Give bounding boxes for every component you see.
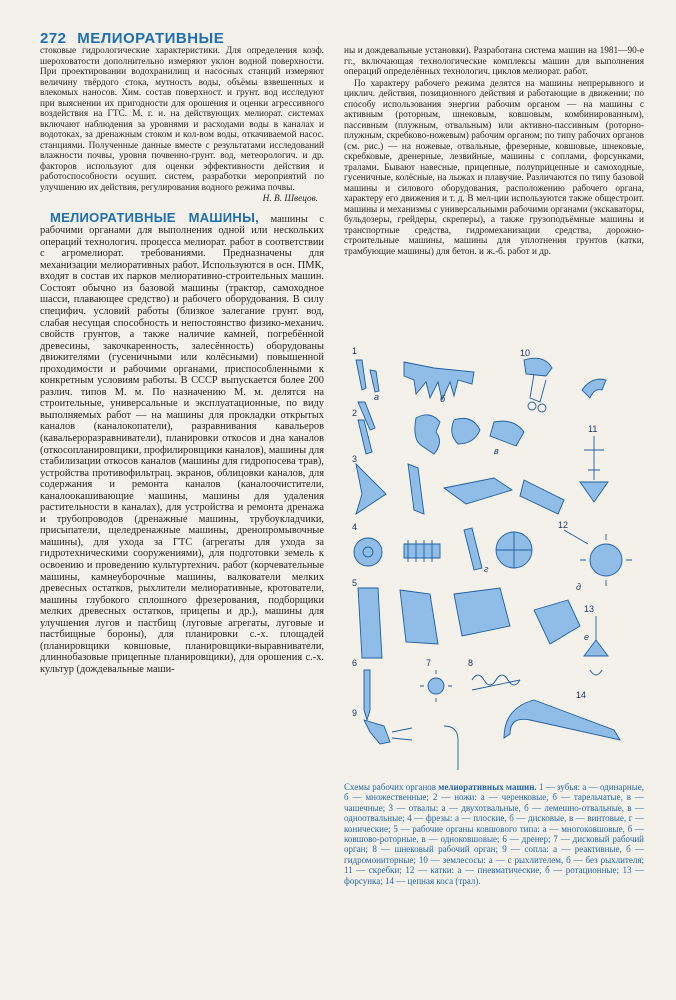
left-column — [40, 46, 324, 676]
figure-label-7: 7 — [426, 658, 432, 668]
figure-label-3: 3 — [352, 454, 358, 464]
figure-label-4: 4 — [352, 522, 358, 532]
figure-label-1: 1 — [352, 346, 358, 356]
intro-paragraph: стоковые гидрологические характеристики. Для определения коэф. шероховатости дополнительно измеряют уклон водной поверхности. При проектировании водохранилищ и насосных станций измеряют величину твёрдого стока, мутность воды, объёмы взвешенных и влекомых наносов. Хим. состав поверхност. и грунт. вод исследуют при выяснении их пригодности для орошения и оценки агрессивного воздействия на ГТС. М. г. и. на действующих мелиорат. системах включают наблюдения за уровнями и расходами воды в каналах и водотоках, за дренажным стоком и кол-вом воды, откачиваемой насос. станциями. Полученные данные вместе с результатами исследований влажности почвы, уровня почвенно-грунт. вод, метеорологич. и др. факторов используют для оценки эффективности действия и работоспособности осушит. систем, разработки мероприятий по улучшению их действия, регулирования водного режима почвы. — [40, 46, 324, 193]
figure-label-9: 9 — [352, 708, 358, 718]
continuation-paragraph: ны и дождевальные установки). Разработана система машин на 1981—90-е гг., включающая технологические комплексы машин для выполнения операций определённых технологич. циклов мелиорат. работ. — [344, 46, 644, 77]
figure-working-organs — [344, 340, 644, 780]
drawing-mills — [354, 528, 532, 570]
drawing-scrapers — [580, 436, 608, 502]
drawing-blades — [356, 464, 564, 514]
figure-label-2: 2 — [352, 408, 358, 418]
running-title: МЕЛИОРАТИВНЫЕ — [77, 30, 225, 47]
caption-prefix: Схемы рабочих органов — [344, 782, 437, 792]
figure-caption — [344, 782, 644, 886]
drawing-nozzle — [584, 616, 608, 675]
figure-drawings — [344, 340, 644, 780]
figure-label-8: 8 — [468, 658, 474, 668]
drawing-jets-chain — [364, 700, 620, 770]
figure-label-14: 14 — [576, 690, 587, 700]
figure-label-12: 12 — [558, 520, 569, 530]
caption-text: 1 — зубья: а — одинарные, б — множественные; 2 — ножи: а — черенковые, б — тарельчатые, в — чашечные; 3 — отвалы: а — двухотвальные, б — лемешно-отвальные, в — одноотвальные; 4 — фрезы: а — плоские, б — дисковые, в — винтовые, г — конические; 5 — рабочие органы ковшового типа: а — многоковшовые, б — ковшово-роторные, в — одноковшовые; 6 — дренер; 7 — дисковый рабочий орган; 8 — шнековый рабочий орган; 9 — сопла: а — реактивные, б — гидромониторные; 10 — землесосы: а — с рыхлителем, б — без рыхлителя; 11 — скребки; 12 — катки: а — пневматические, б — ротационные; 13 — форсунка; 14 — цепная коса (трал). — [344, 782, 644, 886]
figure-label-13: 13 — [584, 604, 595, 614]
drawing-rollers — [564, 530, 632, 586]
drawing-dredge — [524, 358, 606, 412]
classification-paragraph: По характеру рабочего режима делятся на машины непрерывного и циклич. действия, позиционного действия и работающие в движении; по способу использования энергии рабочим органом — на машины с активным (роторным, шнековым, ковшовым, комбинированным), пассивным (плужным, отвальным) или активно-пассивным (роторно-плужным, скребково-ножевым) рабочим органом; по типу рабочих органов (см. рис.) — на ножевые, отвальные, фрезерные, ковшовые, шнековые, скребковые, дренерные, лезвийные, машины с соплами, форсунками, тралами. Бывают навесные, прицепные, полуприцепные и самоходные, гусеничные, колёсные, на лыжах и плавучие. Различаются по типу базовой машины и силового оборудования, расположению рабочего органа, характеру его движения и т. д. В мел-ции используются также общестроит. машины и механизмы с универсальными рабочими органами (экскаваторы, бульдозеры, грейдеры, скреперы), а также грузоподъёмные машины и транспортные средства, гидромеханизации средства, дорожно-строительные машины, машины для уплотнения грунтов (катки, трамбующие машины) для бетон. и ж.-б. работ и др. — [344, 78, 644, 257]
article-paragraph — [40, 209, 324, 676]
figure-sublabel-v: в — [494, 446, 499, 456]
page-number: 272 — [40, 30, 67, 47]
figure-label-11: 11 — [588, 424, 598, 434]
author-signature: Н. В. Швецов. — [262, 194, 318, 204]
figure-label-10: 10 — [520, 348, 531, 358]
page-header — [40, 30, 224, 47]
figure-sublabel-g: г — [484, 564, 489, 574]
figure-sublabel-e: е — [584, 632, 590, 642]
drawing-knives — [358, 415, 524, 454]
article-body: машины с рабочими органами для выполнения одной или нескольких операций технологич. процесса мелиорат. работ в соответствии с агромелиорат. требованиями. Предназначены для механизации мелиоративных работ. Используются в осн. ПМК, входят в состав их парков мелиоративно-строительных машин. Состоят обычно из базовой машины (трактор, самоходное шасси, плавающее средство) и рабочего оборудования. В силу специфич. условий работы (близкое залегание грунт. вод, слабая несущая способность и непостоянство физико-механич. свойств грунтов, а также наличие камней, погребённой древесины, закочкаренность, залесённость) оборудованы движителями (гусеничными или колёсными) повышенной проходимости и рабочими органами, приспособленными к конкретным условиям работы. В СССР выпускается более 200 различ. типов М. м. По назначению М. м. делятся на строительные, универсальные и эксплуатационные, по виду выполняемых работ — на машины для прокладки открытых каналов (каналокопатели), разравнивания кавальеров (кавальероразравниватели), планировки откосов и дна каналов (откосопланировщики, профилировщики каналов), машины для стабилизации откосов каналов (машины для гидропосева трав), устройства противофильтрац. экранов, облицовки каналов, для содержания и ремонта каналов (каналоочистители, каналоокашивающие машины, машины для удаления растительности в каналах), для устройства и ремонта дренажа и трубопроводов (дренажные машины, трубоукладчики, присыпатели, щеледренажные машины, дренопромывочные машины), для ухода за ГТС (агрегаты для ухода за гидротехническими сооружениями), для подготовки земель к освоению и проведению культуртехнич. работ (корчевательные машины, камнеуборочные машины, валкователи мелких древесных остатков, рыхлители мелиоративные, кротователи, машины глубокого сплошного фрезерования, подборщики мелких древесных остатков, прицепы и др.), машины для улучшения лугов и пастбищ (луговые агрегаты, луговые и пастбищные бороны), для планировки с.-х. площадей (планировщики ковшовые, планировщики-выравниватели, длиннобазовые прицепные планировщики), для орошения с.-х. культур (дождевальные маши- — [40, 213, 324, 675]
figure-sublabel-a: а — [374, 392, 380, 402]
figure-label-5: 5 — [352, 578, 358, 588]
figure-sublabel-d: д — [576, 582, 581, 592]
article-heading: МЕЛИОРАТИВНЫЕ МАШИНЫ, — [50, 209, 260, 225]
drawing-buckets — [358, 588, 580, 658]
right-column — [344, 46, 644, 258]
figure-label-6: 6 — [352, 658, 358, 668]
drawing-drener-disc-auger — [364, 670, 520, 720]
caption-bold: мелиоративных машин. — [438, 782, 537, 792]
figure-sublabel-b: б — [440, 394, 446, 404]
